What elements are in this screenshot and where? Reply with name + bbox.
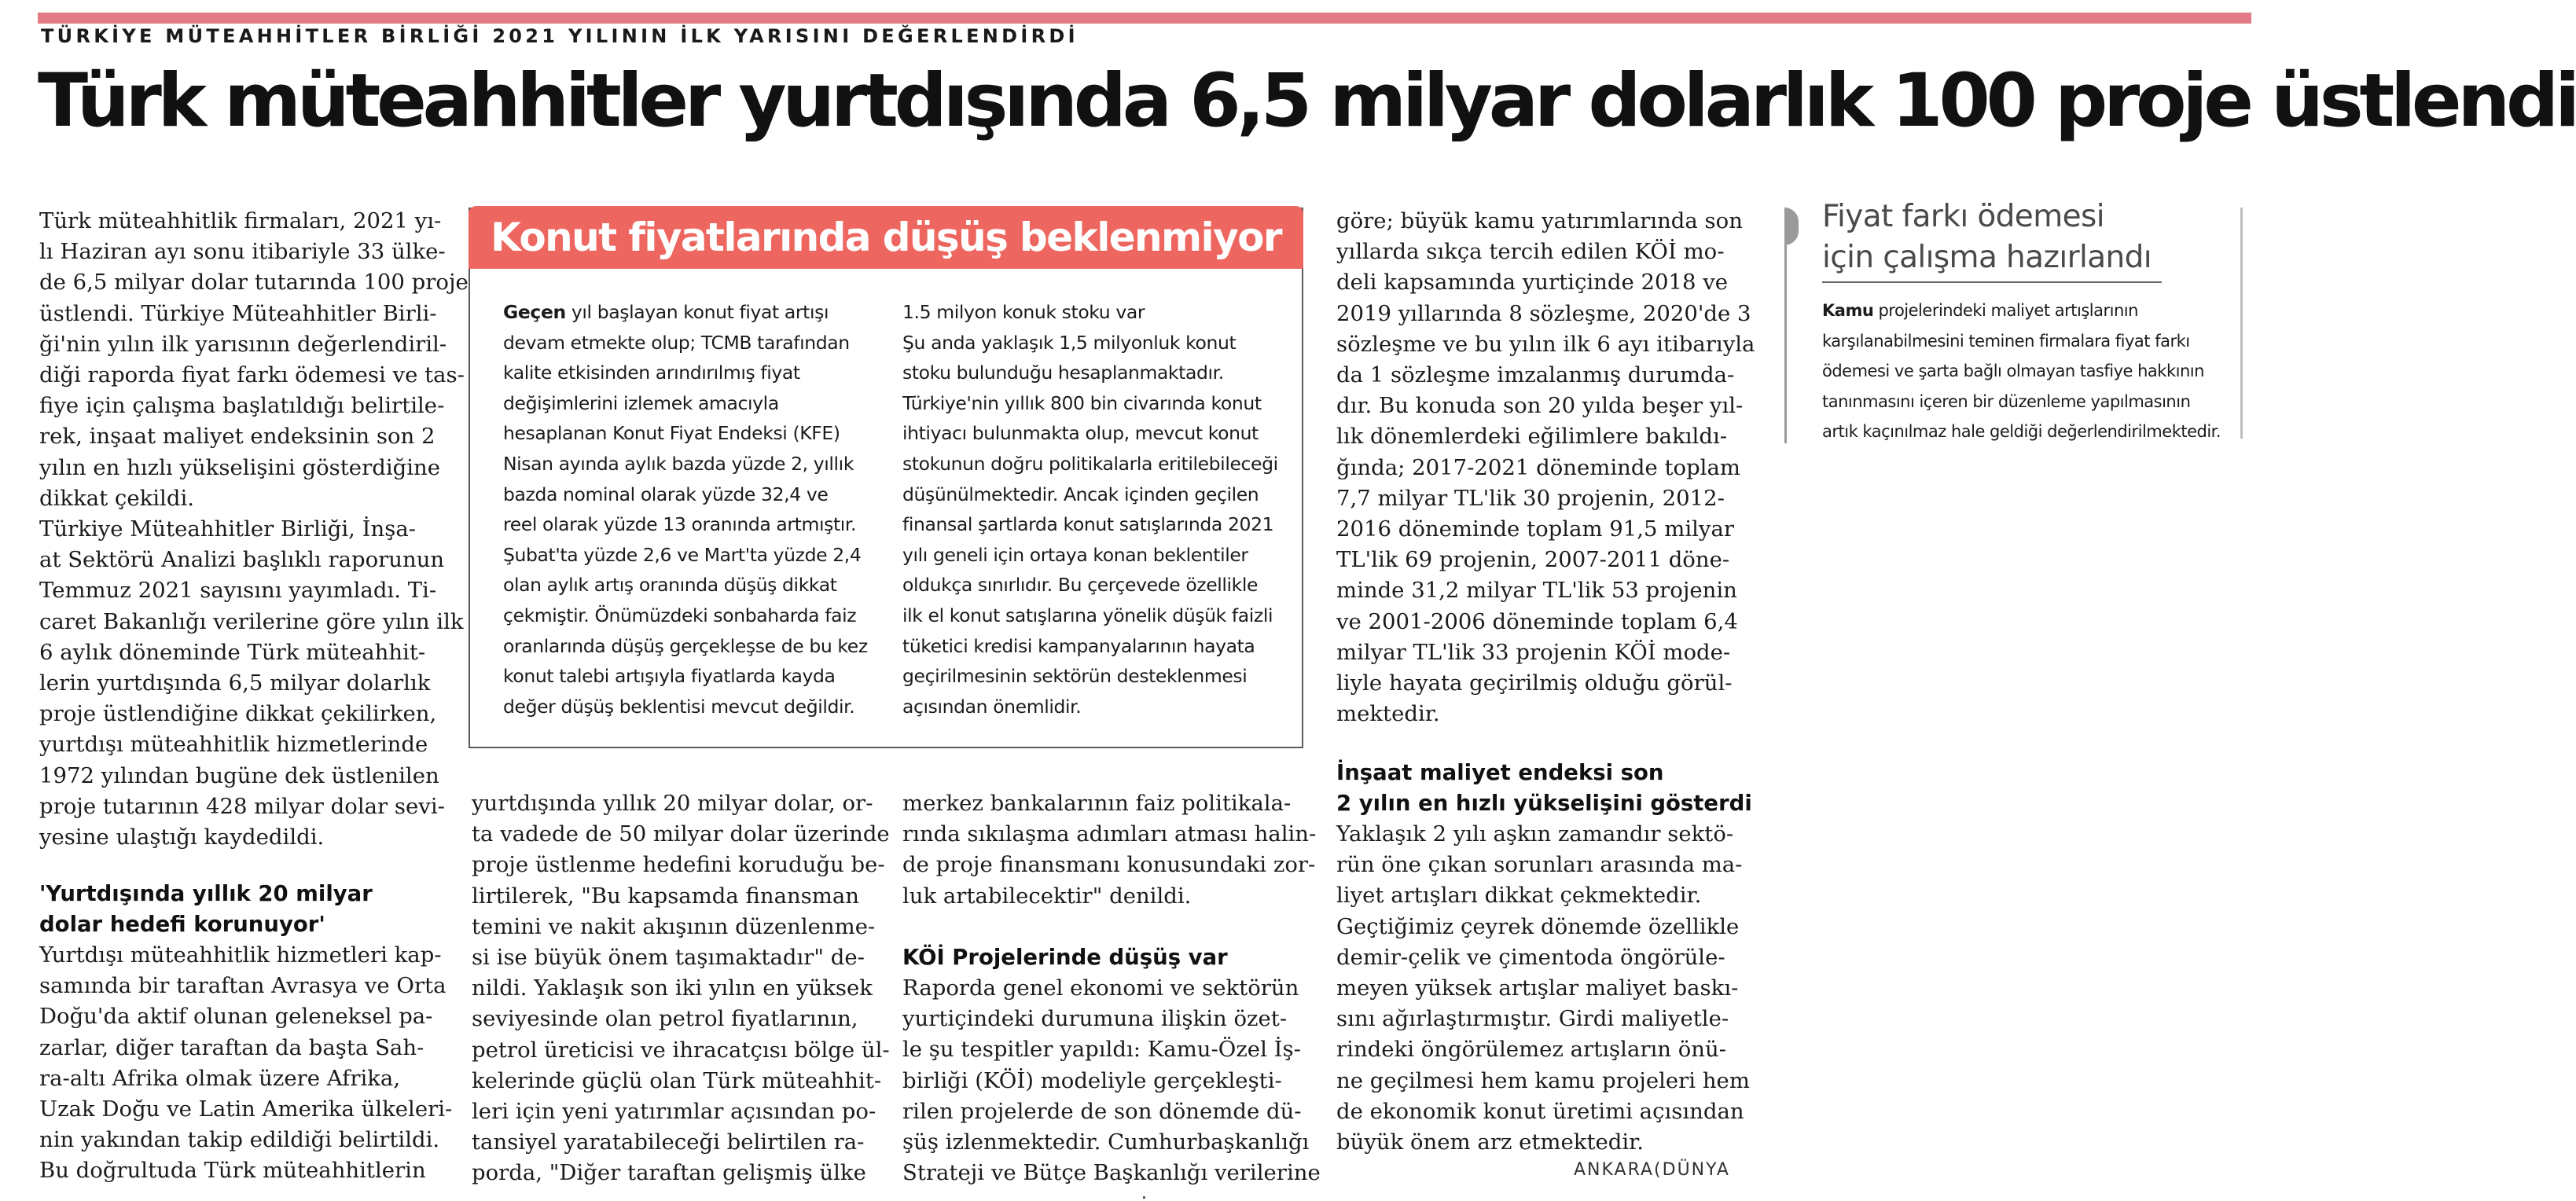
byline: ANKARA(DÜNYA — [1574, 1160, 1730, 1180]
sidebar-body-lines — [1822, 326, 2221, 447]
text-line: göre; büyük kamu yatırımlarında son — [1336, 208, 1743, 233]
text-line: stokunun doğru politikalarla eritilebileceği — [902, 452, 1278, 475]
text-line: le şu tespitler yapıldı: Kamu-Özel İş- — [902, 1037, 1301, 1063]
text-line: merkez bankalarının faiz politikala- — [902, 791, 1292, 816]
boxout-left-lines — [503, 328, 868, 722]
text-line: kelerinde güçlü olan Türk müteahhit- — [472, 1067, 882, 1093]
text-line: 2019 yıllarında 8 sözleşme, 2020'de 3 — [1336, 300, 1751, 326]
text-line: caret Bakanlığı verilerine göre yılın ilk — [39, 608, 464, 634]
boxout-left-first-line: Geçen yıl başlayan konut fiyat artışı — [503, 301, 829, 323]
text-line: Bu doğrultuda Türk müteahhitlerin — [39, 1158, 426, 1184]
text-line: milyar TL'lik 33 projenin KÖİ mode- — [1336, 639, 1731, 665]
text-line: Türkiye'nin yıllık 800 bin civarında konut — [902, 391, 1262, 414]
text-line: proje üstlenme hedefini koruduğu be- — [472, 852, 885, 878]
text-line: birliği (KÖİ) modeliyle gerçekleşti- — [902, 1067, 1282, 1093]
text-line: yılı geneli için ortaya konan beklentiler — [902, 543, 1248, 566]
text-line: geçirilmesinin sektörün desteklenmesi — [902, 665, 1248, 688]
text-line: temini ve nakit akışının düzenlenme- — [472, 913, 876, 939]
text-line: ödemesi ve şarta bağlı olmayan tasfiye hakkının — [1822, 362, 2204, 380]
column-1-subhead — [39, 879, 373, 940]
text-line: yesine ulaştığı kaydedildi. — [39, 825, 325, 850]
text-line: rek, inşaat maliyet endeksinin son 2 — [39, 424, 435, 450]
text-line: 'Yurtdışında yıllık 20 milyar — [39, 881, 373, 906]
text-line: liyet artışları dikkat çekmektedir. — [1336, 883, 1702, 909]
text-line: büyük önem arz etmektedir. — [1336, 1129, 1644, 1155]
top-accent-rule — [38, 13, 2251, 24]
article-headline: Türk müteahhitler yurtdışında 6,5 milyar dolarlık 100 proje üstlendi — [38, 58, 2576, 144]
text-line: rında sıkılaşma adımları atması halin- — [902, 821, 1317, 847]
text-line: proje üstlendiğine dikkat çekilirken, — [39, 701, 437, 727]
text-line: stoku bulunduğu hesaplanmaktadır. — [902, 362, 1224, 384]
text-line: de 6,5 milyar dolar tutarında 100 proje — [39, 270, 469, 296]
text-line: reel olarak yüzde 13 oranında artmıştır. — [503, 513, 857, 536]
text-line: şüş izlenmektedir. Cumhurbaşkanlığı — [902, 1129, 1310, 1155]
text-line: 2016 döneminde toplam 91,5 milyar — [1336, 516, 1735, 542]
text-line: sını ağırlaştırmıştır. Girdi maliyetle- — [1336, 1006, 1729, 1032]
sidebar-lead-word: Kamu — [1822, 301, 1874, 320]
text-line: Şubat'ta yüzde 2,6 ve Mart'ta yüzde 2,4 — [503, 543, 862, 566]
text-line: dikkat çekildi. — [39, 485, 194, 511]
text-line: rün öne çıkan sorunları arasında ma- — [1336, 852, 1743, 878]
text-line: deli kapsamında yurtiçinde 2018 ve — [1336, 270, 1729, 296]
text-line: luk artabilecektir" denildi. — [902, 883, 1192, 909]
text-line: rindeki öngörülemez artışların önü- — [1336, 1037, 1727, 1063]
text-line: liyle hayata geçirilmiş olduğu görül- — [1336, 670, 1733, 696]
text-line: ğında; 2017-2021 döneminde toplam — [1336, 454, 1740, 480]
column-4-subhead — [1336, 758, 1752, 819]
text-line: leri için yeni yatırımlar açısından po- — [472, 1099, 876, 1125]
text-line: İnşaat maliyet endeksi son — [1336, 760, 1664, 785]
text-line: tüketici kredisi kampanyalarının hayata — [902, 634, 1255, 657]
column-4-body — [1336, 206, 1755, 729]
text-line: üstlendi. Türkiye Müteahhitler Birli- — [39, 300, 437, 326]
text-line: diği raporda fiyat farkı ödemesi ve tas- — [39, 362, 465, 388]
text-line: proje tutarının 428 milyar dolar sevi- — [39, 793, 445, 819]
text-line: oranlarında düşüş gerçekleşse de bu kez — [503, 634, 868, 657]
text-line: karşılanabilmesini teminen firmalara fiyat farkı — [1822, 331, 2190, 351]
text-line: Temmuz 2021 sayısını yayımladı. Ti- — [39, 578, 437, 604]
text-line: Geçtiğimiz çeyrek dönemde özellikle — [1336, 913, 1740, 939]
text-line: Nisan ayında aylık bazda yüzde 2, yıllık — [503, 452, 854, 475]
text-line: dolar hedefi korunuyor' — [39, 912, 325, 938]
text-line: yıllarda sıkça tercih edilen KÖİ mo- — [1336, 239, 1725, 265]
text-line: devam etmekte olup; TCMB tarafından — [503, 331, 850, 354]
boxout-lead-word: Geçen — [503, 301, 566, 323]
text-line: TL'lik 69 projenin, 2007-2011 döne- — [1336, 547, 1730, 573]
text-line: porda, "Diğer taraftan gelişmiş ülke — [472, 1160, 866, 1186]
boxout-title: Konut fiyatlarında düşüş beklenmiyor — [491, 215, 1281, 260]
text-line: değer düşüş beklentisi mevcut değildir. — [503, 695, 855, 718]
text-line: fiye için çalışma başlatıldığı belirtile- — [39, 393, 445, 419]
column-1-body-continued — [39, 940, 452, 1187]
boxout-left-column — [503, 297, 868, 722]
text-line: ği'nin yılın ilk yarısının değerlendiril- — [39, 331, 447, 357]
text-line: finansal şartlarda konut satışlarında 2021 — [902, 513, 1274, 536]
text-line: minde 31,2 milyar TL'lik 53 projenin — [1336, 578, 1737, 604]
text-line: 1.5 milyon konuk stoku var — [902, 301, 1145, 323]
text-line: çekmiştir. Önümüzdeki sonbaharda faiz — [503, 604, 857, 626]
text-line: hesaplanan Konut Fiyat Endeksi (KFE) — [503, 422, 840, 445]
sidebar-title-underline — [1822, 281, 2162, 283]
text-line: yurtdışında yıllık 20 milyar dolar, or- — [472, 791, 873, 816]
text-line: olan aylık artış oranında düşüş dikkat — [503, 574, 837, 597]
text-line: değişimlerini izlemek amacıyla — [503, 391, 779, 414]
text-line: demir-çelik ve çimentoda öngörüle- — [1336, 944, 1725, 970]
text-line: konut talebi artışıyla fiyatlarda kayda — [503, 665, 836, 688]
stray-mark — [1143, 1196, 1145, 1199]
text-line: Doğu'da aktif olunan geleneksel pa- — [39, 1004, 433, 1030]
text-line: 7,7 milyar TL'lik 30 projenin, 2012- — [1336, 485, 1725, 511]
text-line: için çalışma hazırlandı — [1822, 240, 2152, 275]
text-line: nin yakından takip edildiği belirtildi. — [39, 1127, 440, 1153]
boxout-right-column — [902, 297, 1278, 722]
text-line: ve 2001-2006 döneminde toplam 6,4 — [1336, 608, 1738, 634]
text-line: lık dönemlerdeki eğilimlere bakıldı- — [1336, 424, 1728, 450]
text-line: açısından önemlidir. — [902, 695, 1082, 718]
text-line: Yaklaşık 2 yılı aşkın zamandır sektö- — [1336, 821, 1734, 847]
text-line: samında bir taraftan Avrasya ve Orta — [39, 973, 446, 999]
text-line: Strateji ve Bütçe Başkanlığı verilerine — [902, 1160, 1321, 1186]
text-line: Uzak Doğu ve Latin Amerika ülkeleri- — [39, 1096, 453, 1122]
text-line: ta vadede de 50 milyar dolar üzerinde — [472, 821, 890, 847]
text-line: düşünülmektedir. Ancak içinden geçilen — [902, 483, 1259, 505]
text-line: petrol üreticisi ve ihracatçısı bölge ül- — [472, 1037, 890, 1063]
text-line: rilen projelerde de son dönemde dü- — [902, 1098, 1302, 1124]
text-line: tansiyel yaratabileceği belirtilen ra- — [472, 1129, 865, 1155]
column-2-body — [472, 788, 890, 1189]
text-line: lirtilerek, "Bu kapsamda finansman — [472, 883, 859, 909]
text-line: Türkiye Müteahhitler Birliği, İnşa- — [39, 516, 417, 542]
text-line: meyen yüksek artışlar maliyet baskı- — [1336, 975, 1739, 1001]
text-line: yurtdışı müteahhitlik hizmetlerinde — [39, 732, 428, 758]
text-line: sözleşme ve bu yılın ilk 6 ayı itibarıyla — [1336, 331, 1755, 357]
column-3-body — [902, 788, 1316, 912]
sidebar-tab-marker — [1784, 208, 1799, 245]
sidebar-title — [1822, 196, 2152, 278]
text-line: yurtiçindeki durumuna ilişkin özet- — [902, 1006, 1288, 1032]
text-line: kalite etkisinden arındırılmış fiyat — [503, 362, 800, 384]
column-3-body-continued — [902, 973, 1321, 1188]
text-line: 1972 yılından bugüne dek üstlenilen — [39, 762, 439, 788]
text-line: nildi. Yaklaşık son iki yılın en yüksek — [472, 975, 873, 1001]
sidebar-first-line: Kamu projelerindeki maliyet artışlarının — [1822, 301, 2138, 320]
text-line: Şu anda yaklaşık 1,5 milyonluk konut — [902, 331, 1237, 354]
text-line: 6 aylık döneminde Türk müteahhit- — [39, 639, 426, 665]
text-line: zarlar, diğer taraftan da başta Sah- — [39, 1034, 424, 1060]
text-line: de ekonomik konut üretimi açısından — [1336, 1098, 1744, 1124]
text-line: artık kaçınılmaz hale geldiği değerlendirilmektedir. — [1822, 422, 2221, 441]
sidebar-body — [1822, 296, 2221, 447]
text-line: Fiyat farkı ödemesi — [1822, 199, 2104, 234]
text-line: si ise büyük önem taşımaktadır" de- — [472, 945, 865, 971]
text-line: lı Haziran ayı sonu itibariyle 33 ülke- — [39, 239, 446, 265]
text-line: yılın en hızlı yükselişini gösterdiğine — [39, 454, 440, 480]
text-line: Türk müteahhitlik firmaları, 2021 yı- — [39, 208, 442, 233]
column-4-body-continued — [1336, 819, 1750, 1158]
text-line: seviyesinde olan petrol fiyatlarının, — [472, 1006, 858, 1032]
text-line: at Sektörü Analizi başlıklı raporunun — [39, 547, 445, 573]
column-3-subhead: KÖİ Projelerinde düşüş var — [902, 945, 1228, 970]
text-line: ra-altı Afrika olmak üzere Afrika, — [39, 1065, 401, 1091]
text-line: Raporda genel ekonomi ve sektörün — [902, 975, 1299, 1001]
text-line: de proje finansmanı konusundaki zor- — [902, 852, 1316, 878]
text-line: 2 yılın en hızlı yükselişini gösterdi — [1336, 791, 1752, 817]
text-line: ne geçilmesi hem kamu projeleri hem — [1336, 1067, 1750, 1093]
text-line: ilk el konut satışlarına yönelik düşük faizli — [902, 604, 1273, 626]
text-line: bazda nominal olarak yüzde 32,4 ve — [503, 483, 829, 505]
article-kicker: TÜRKİYE MÜTEAHHİTLER BİRLİĞİ 2021 YILININ İLK YARISINI DEĞERLENDİRDİ — [41, 25, 1079, 47]
text-line: lerin yurtdışında 6,5 milyar dolarlık — [39, 670, 431, 696]
text-line: mektedir. — [1336, 701, 1440, 727]
sidebar-right-rule — [2240, 208, 2243, 439]
text-line: da 1 sözleşme imzalanmış durumda- — [1336, 362, 1735, 388]
text-line: dır. Bu konuda son 20 yılda beşer yıl- — [1336, 393, 1744, 419]
column-1-body — [39, 206, 469, 853]
text-line: tanınmasını içeren bir düzenleme yapılmasının — [1822, 391, 2191, 411]
text-line: Yurtdışı müteahhitlik hizmetleri kap- — [39, 942, 442, 968]
text-line: ihtiyacı bulunmakta olup, mevcut konut — [902, 422, 1259, 445]
text-line: oldukça sınırlıdır. Bu çerçevede özellikle — [902, 574, 1259, 597]
